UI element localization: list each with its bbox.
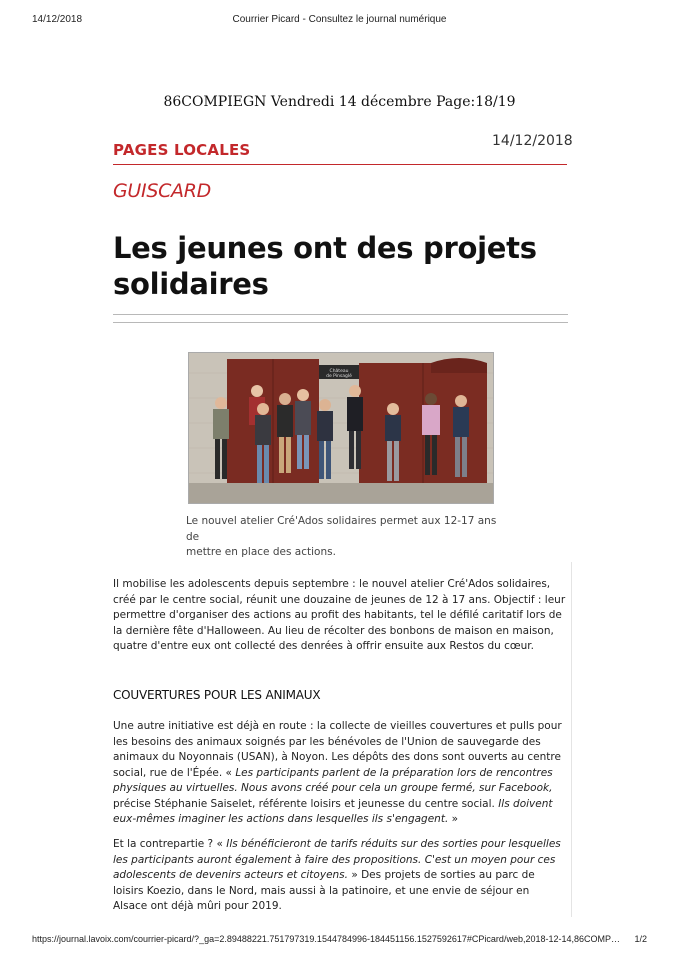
paragraph-line: animaux du Noyonnais (USAN), à Noyon. Les dépôts des dons sont ouverts au centre <box>113 751 561 763</box>
quote-text: Les participants parlent de la préparation lors de rencontres <box>235 766 553 779</box>
headline-rule-bottom <box>113 322 568 323</box>
publish-date: 14/12/2018 <box>492 133 573 149</box>
caption-line-2: mettre en place des actions. <box>186 546 336 558</box>
headline-line-1: Les jeunes ont des projets <box>113 231 537 265</box>
sign-text-2: de Pinsaglé <box>326 374 352 379</box>
subheading: COUVERTURES POUR LES ANIMAUX <box>113 688 321 702</box>
group-photo-illustration <box>189 353 493 503</box>
paragraph-line: permettre d'organiser des actions au profit des habitants, tel le défilé caritatif lors de <box>113 609 562 621</box>
town-label: GUISCARD <box>113 180 211 202</box>
paragraph-blankets <box>113 719 573 828</box>
paragraph-line: précise Stéphanie Saiselet, référente loisirs et jeunesse du centre social. <box>113 797 499 810</box>
paragraph-line: la dernière fête d'Halloween. Au lieu de récolter des bonbons de maison en maison, <box>113 624 554 637</box>
paragraph-line: les besoins des animaux soignés par les bénévoles de l'Union de sauvegarde des <box>113 735 541 748</box>
headline-rule-top <box>113 314 568 315</box>
article-photo <box>188 352 494 504</box>
headline-line-2: solidaires <box>113 267 269 301</box>
sign-text-1: Château <box>329 369 349 374</box>
edition-line: 86COMPIEGN Vendredi 14 décembre Page:18/19 <box>163 94 516 110</box>
print-page-number: 1/2 <box>634 934 647 944</box>
paragraph-line: Alsace ont déjà mûri pour 2019. <box>113 900 282 912</box>
quote-text: eux-mêmes imaginer les actions dans lesquelles ils s'engagent. <box>113 813 449 825</box>
quote-text: les participants auront également à faire des propositions. C'est un moyen pour ces <box>113 853 556 866</box>
paragraph-line: Une autre initiative est déjà en route : la collecte de vieilles couvertures et pulls pour <box>113 720 562 732</box>
paragraph-line: social, rue de l'Épée. « <box>113 766 236 779</box>
quote-text: adolescents de devenirs acteurs et citoyens. <box>113 869 348 881</box>
paragraph-line: Il mobilise les adolescents depuis septembre : le nouvel atelier Cré'Ados solidaires, <box>113 578 551 590</box>
quote-text: Ils bénéficieront de tarifs réduits sur des sorties pour lesquelles <box>226 838 561 850</box>
photo-caption <box>186 514 506 561</box>
paragraph-line: Et la contrepartie ? « <box>113 838 227 850</box>
print-date: 14/12/2018 <box>32 14 83 25</box>
paragraph-line: loisirs Koezio, dans le Nord, mais aussi à la patinoire, et une envie de séjour en <box>113 884 530 897</box>
paragraph-rewards <box>113 837 573 915</box>
headline <box>113 230 583 302</box>
quote-text: physiques au virtuelles. Nous avons créé pour cela un groupe fermé, sur Facebook, <box>113 782 553 794</box>
quote-text: Ils doivent <box>498 797 553 810</box>
paragraph-line: » <box>448 813 459 825</box>
paragraph-line: quatre d'entre eux ont collecté des denrées à offrir ensuite aux Restos du cœur. <box>113 640 534 652</box>
paragraph-intro <box>113 577 573 655</box>
caption-line-1: Le nouvel atelier Cré'Ados solidaires permet aux 12-17 ans de <box>186 515 497 543</box>
paragraph-line: » Des projets de sorties au parc de <box>348 869 535 881</box>
paragraph-line: créé par le centre social, réunit une douzaine de jeunes de 12 à 17 ans. Objectif : leur <box>113 593 566 606</box>
print-url: https://journal.lavoix.com/courrier-picard/?_ga=2.89488221.751797319.1544784996-184451156.1527592617#CPicard/web,2018-12-14,86COMP… <box>32 934 620 944</box>
section-divider <box>113 164 567 165</box>
print-page-title: Courrier Picard - Consultez le journal numérique <box>232 14 447 25</box>
section-label: PAGES LOCALES <box>113 141 251 159</box>
